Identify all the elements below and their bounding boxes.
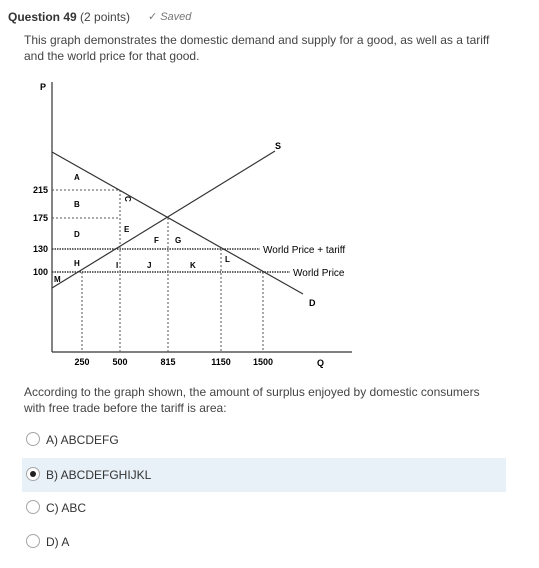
quantity-tick: 815 — [160, 357, 176, 367]
quantity-tick: 1500 — [252, 357, 274, 367]
choice-label: A) ABCDEFG — [46, 433, 119, 447]
tariff-line-label: World Price + tariff — [263, 245, 346, 256]
quantity-tick: 500 — [112, 357, 128, 367]
world-line-label: World Price — [293, 268, 345, 279]
radio-button[interactable] — [26, 500, 40, 514]
area-m: M — [54, 275, 61, 284]
radio-button[interactable] — [26, 432, 40, 446]
y-axis-label: P — [40, 82, 47, 92]
area-j: J — [147, 261, 152, 270]
supply-label: S — [275, 141, 282, 151]
question-text: This graph demonstrates the domestic demand and supply for a good, as well as a tariff and the world price for that good. — [24, 33, 490, 63]
area-d: D — [74, 230, 80, 239]
radio-button[interactable] — [26, 534, 40, 548]
question-points: (2 points) — [80, 10, 131, 24]
area-i: I — [116, 261, 119, 270]
choice-c[interactable] — [22, 491, 506, 525]
area-k: K — [190, 261, 196, 270]
radio-button-selected[interactable] — [26, 467, 40, 481]
choice-a[interactable] — [22, 423, 506, 457]
area-g: G — [175, 236, 182, 245]
price-tick: 215 — [32, 185, 48, 195]
question-prompt: According to the graph shown, the amount of surplus enjoyed by domestic consumers with free trade before the tariff is area: — [24, 385, 480, 415]
price-tick: 100 — [32, 267, 48, 277]
area-f: F — [154, 236, 159, 245]
x-axis-label: Q — [317, 358, 325, 368]
area-a: A — [74, 173, 80, 182]
question-header — [8, 10, 130, 24]
choice-b[interactable] — [22, 458, 506, 492]
check-icon: ✓ — [148, 11, 158, 23]
supply-demand-graph — [20, 76, 380, 376]
choice-label: B) ABCDEFGHIJKL — [46, 468, 152, 482]
saved-status — [148, 10, 191, 23]
saved-label: Saved — [160, 11, 192, 23]
area-b: B — [74, 200, 80, 209]
demand-label: D — [309, 298, 316, 308]
area-e: E — [124, 225, 130, 234]
question-number: Question 49 — [8, 10, 77, 24]
choice-label: C) ABC — [46, 501, 87, 515]
choice-d[interactable] — [22, 525, 506, 559]
quantity-tick: 1150 — [211, 357, 231, 367]
area-h: H — [74, 259, 80, 268]
choice-label: D) A — [46, 535, 70, 549]
price-tick: 175 — [32, 213, 48, 223]
quantity-tick: 250 — [74, 357, 90, 367]
price-tick: 130 — [32, 244, 48, 254]
area-c: C — [123, 196, 132, 202]
area-l: L — [225, 255, 230, 264]
